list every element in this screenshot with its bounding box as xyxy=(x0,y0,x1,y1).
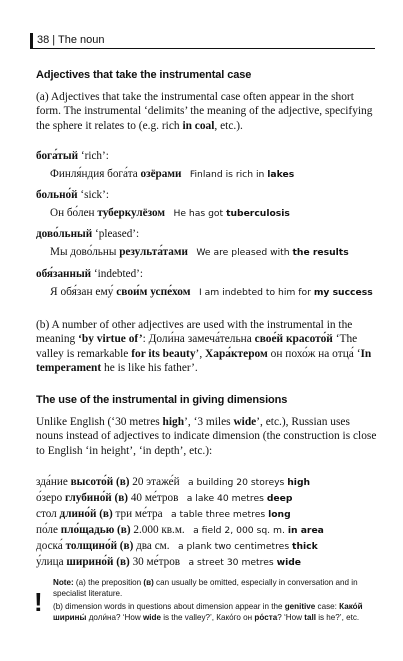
example-line: Финля́ндия бога́та озёрами Finland is rich in lakes xyxy=(50,168,295,180)
note-b: (b) dimension words in questions about dimension appear in the genitive case: Како́й ширины́ доли́на? ‘How wide is the valley?’, Како́го он ро́ста? ‘How tall is he?’, etc. xyxy=(53,602,363,622)
header-bar xyxy=(30,33,33,48)
paragraph-b: (b) A number of other adjectives are used with the instrumental in the meaning ‘by virtue of’: Доли́на замеча́тельна свое́й красото́й ‘The valley is remarkable for its beauty’, Хара́ктером он похо́ж на отца́ ‘In temperament he is like his father’. xyxy=(36,319,372,374)
headword-line: бога́тый ‘rich’: xyxy=(36,150,109,162)
headword-line: больно́й ‘sick’: xyxy=(36,189,109,201)
paragraph-dimensions: Unlike English (‘30 metres high’, ‘3 miles wide’, etc.), Russian uses nouns instead of adjectives to indicate dimension (the construction is close to English ‘in height’, ‘in depth’, etc.): xyxy=(36,416,377,457)
section-heading-dimensions: The use of the instrumental in giving dimensions xyxy=(36,394,288,406)
dimension-example: у́лица ширино́й (в) 30 ме́тров a street 30 metres wide xyxy=(36,556,302,568)
dimension-example: доска́ толщино́й (в) два см. a plank two centimetres thick xyxy=(36,540,318,552)
note-a: Note: (a) the preposition (в) can usually be omitted, especially in conversation and in specialist literature. xyxy=(53,578,358,598)
example-line: Я обя́зан ему́ свои́м успе́хом I am indebted to him for my success xyxy=(50,286,373,298)
headword-line: дово́льный ‘pleased’: xyxy=(36,228,140,240)
dimension-example: стол длино́й (в) три ме́тра a table three metres long xyxy=(36,508,291,520)
exclamation-icon: ! xyxy=(34,587,43,617)
page-label: 38 | The noun xyxy=(37,34,105,46)
paragraph-a: (a) Adjectives that take the instrumental case often appear in the short form. The instrumental ‘delimits’ the meaning of the adjective, specifying the sphere it relates to (e.g. rich in coal, etc.). xyxy=(36,91,373,132)
section-heading-instrumental-adjectives: Adjectives that take the instrumental case xyxy=(36,69,252,81)
header-rule xyxy=(30,48,375,49)
example-line: Он бо́лен туберкулёзом He has got tuberculosis xyxy=(50,207,290,219)
headword-line: обя́занный ‘indebted’: xyxy=(36,268,144,280)
dimension-example: о́зеро глубино́й (в) 40 ме́тров a lake 40 metres deep xyxy=(36,492,293,504)
dimension-example: по́ле пло́щадью (в) 2.000 кв.м. a field 2, 000 sq. m. in area xyxy=(36,524,324,536)
dimension-example: зда́ние высото́й (в) 20 этаже́й a building 20 storeys high xyxy=(36,476,311,488)
running-header xyxy=(30,32,105,48)
example-line: Мы дово́льны результа́тами We are pleased with the results xyxy=(50,246,349,258)
